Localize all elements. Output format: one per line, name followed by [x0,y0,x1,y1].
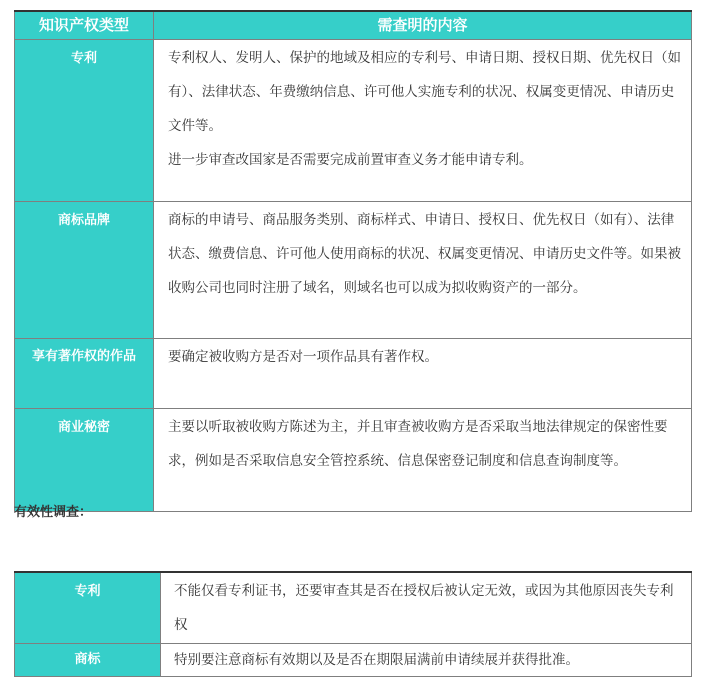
validity-content-patent: 不能仅看专利证书，还要审查其是否在授权后被认定无效，或因为其他原因丧失专利权 [161,572,692,643]
validity-section-title: 有效性调查： [14,505,93,520]
table-row [15,202,692,339]
ip-due-diligence-table [14,10,692,512]
table-row [15,40,692,202]
header-ip-type: 知识产权类型 [15,11,154,40]
row-label-trademark: 商标品牌 [15,202,154,339]
table-row [15,572,692,643]
validity-content-trademark: 特别要注意商标有效期以及是否在期限届满前申请续展并获得批准。 [161,643,692,676]
validity-label-trademark: 商标 [15,643,161,676]
header-content: 需查明的内容 [154,11,692,40]
row-content-trade-secret: 主要以听取被收购方陈述为主，并且审查被收购方是否采取当地法律规定的保密性要求，例如是否采取信息安全管控系统、信息保密登记制度和信息查询制度等。 [154,409,692,512]
table-row [15,643,692,676]
row-label-copyright: 享有著作权的作品 [15,339,154,409]
validity-label-patent: 专利 [15,572,161,643]
row-label-patent: 专利 [15,40,154,202]
row-content-trademark: 商标的申请号、商品服务类别、商标样式、申请日、授权日、优先权日（如有）、法律状态、缴费信息、许可他人使用商标的状况、权属变更情况、申请历史文件等。如果被收购公司也同时注册了域名，则域名也可以成为拟收购资产的一部分。 [154,202,692,339]
row-content-patent [154,40,692,202]
row-content-copyright: 要确定被收购方是否对一项作品具有著作权。 [154,339,692,409]
table-header-row [15,11,692,40]
validity-table [14,571,692,677]
patent-extra-text: 进一步审查改国家是否需要完成前置审查义务才能申请专利。 [168,152,533,168]
row-label-trade-secret: 商业秘密 [15,409,154,512]
table-row [15,339,692,409]
table-row [15,409,692,512]
patent-details-text: 专利权人、发明人、保护的地域及相应的专利号、申请日期、授权日期、优先权日（如有）、法律状态、年费缴纳信息、许可他人实施专利的状况、权属变更情况、申请历史文件等。 [168,50,681,134]
